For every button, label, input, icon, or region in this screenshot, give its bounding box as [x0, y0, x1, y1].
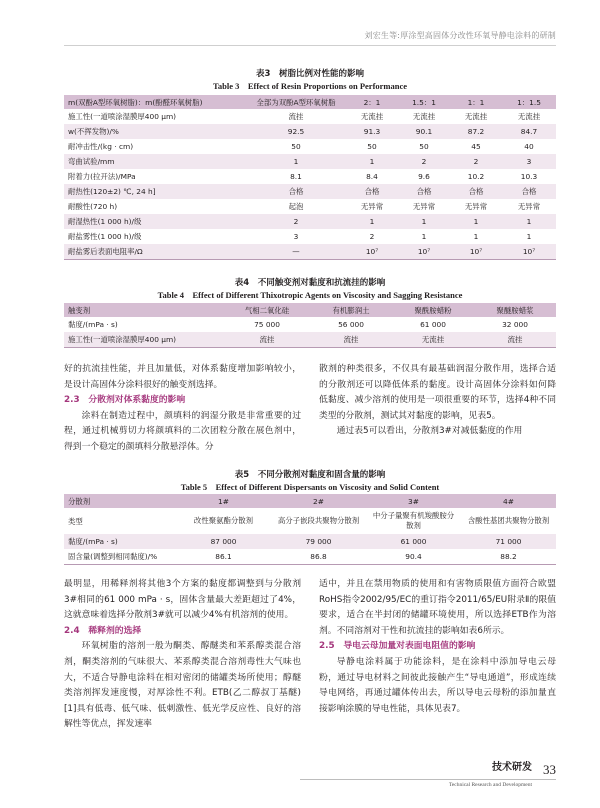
- table-cell: 流挂: [224, 332, 310, 347]
- paragraph: 最明显，用稀释剂将其他3个方案的黏度都调整到与分散剂3#相同的61 000 mPa · s，固体含量最大差距超过了4%，这就意味着选择分散剂3#就可以减少4%有机溶剂的使用。: [64, 579, 301, 621]
- table-cell: 9.6: [418, 172, 430, 181]
- footer-rule: [300, 779, 556, 780]
- table-cell: 32 000: [502, 320, 528, 329]
- table-row: [64, 534, 556, 549]
- text-column-left-2: [64, 577, 301, 733]
- table-cell: 2: [369, 232, 375, 241]
- table-header-cell: 有机膨润土: [332, 305, 370, 315]
- table-cell: 40: [524, 142, 534, 151]
- table-cell: 84.7: [520, 127, 538, 136]
- table-cell: 45: [471, 142, 481, 151]
- table-cell: 耐热性(120±2) ℃, 24 h]: [68, 187, 156, 196]
- table-cell: 合格: [468, 187, 484, 196]
- table-cell: 耐酸性(720 h): [68, 202, 118, 211]
- table-row: [64, 244, 556, 259]
- table-cell: 56 000: [338, 320, 364, 329]
- table-cell: 类型: [68, 516, 83, 526]
- table-cell: 87 000: [210, 537, 237, 546]
- table-cell: 无异常: [412, 202, 436, 211]
- table-header-cell: 4#: [503, 496, 514, 506]
- table-row: [64, 317, 556, 332]
- table-cell: 10⁷: [346, 244, 398, 259]
- table-cell: 1: [473, 217, 479, 226]
- table-header-cell: 聚醚胺蜡浆: [496, 305, 534, 315]
- paragraph: 导静电涂料属于功能涂料，是在涂料中添加导电云母粉，通过导电材料之间彼此接触产生“导电通道”，形成连续导电网络，再通过罐体传出去，所以导电云母粉的添加量直接影响涂膜的导电性能，具体见表7。: [319, 656, 556, 714]
- table5-title-en: Table 5 Effect of Different Dispersants on Viscosity and Solid Content: [180, 482, 440, 492]
- table-header-cell: 1.5：1: [412, 97, 436, 107]
- table-cell: 耐盐雾性(1 000 h)/级: [68, 232, 142, 241]
- table-cell: 中分子量聚有机羧酸胺分散剂: [372, 511, 455, 530]
- table-cell: 88.2: [461, 549, 556, 564]
- table-cell: 8.4: [366, 172, 378, 181]
- table-cell: 无流挂: [360, 112, 384, 121]
- table-row: [64, 332, 556, 347]
- text-column-right-1: [319, 362, 556, 440]
- section-heading: 2.4 稀释剂的选择: [64, 625, 142, 636]
- table-row: [64, 199, 556, 214]
- table-cell: 2: [473, 157, 479, 166]
- table-cell: 施工性(一道喷涂湿膜厚400 μm): [68, 112, 177, 121]
- table-header-cell: 1#: [218, 496, 229, 506]
- table-cell: 10.3: [520, 172, 538, 181]
- table-cell: 无流挂: [464, 112, 488, 121]
- table-cell: 75 000: [254, 320, 280, 329]
- table-cell: 无异常: [464, 202, 488, 211]
- table-cell: 含酸性基团共聚物分散剂: [467, 516, 550, 525]
- table-header-cell: 气相二氧化硅: [244, 305, 290, 315]
- table-cell: 50: [419, 142, 429, 151]
- table-cell: 1: [369, 217, 375, 226]
- page-number: 33: [543, 762, 556, 777]
- table-cell: 高分子嵌段共聚物分散剂: [277, 516, 360, 525]
- paragraph: 环氧树脂的溶剂一般为酮类、醇醚类和苯系醇类混合溶剂，酮类溶剂的气味很大、苯系醇类混合溶剂毒性大气味也大，不适合导静电涂料在相对密闭的储罐类场所使用；醇醚类溶剂挥发速度慢，对厚涂性不利。ETB(乙二醇叔丁基醚)[1]具有低毒、低气味、低刺激性、低光学反应性、良好的溶解性等优点，挥发速率: [64, 641, 301, 730]
- table5-title-zh: 表5 不同分散剂对黏度和固含量的影响: [234, 470, 386, 480]
- table-cell: 86.8: [271, 549, 366, 564]
- table3-title-en: Table 3 Effect of Resin Proportions on Performance: [212, 81, 408, 91]
- table-row: [64, 124, 556, 139]
- table-cell: 10⁷: [450, 244, 502, 259]
- table-cell: 施工性(一道喷涂湿膜厚400 μm): [64, 332, 224, 347]
- table-cell: 50: [291, 142, 301, 151]
- header-rule: [64, 45, 556, 46]
- table-cell: 90.4: [366, 549, 461, 564]
- section-heading: 2.5 导电云母加量对表面电阻值的影响: [319, 641, 476, 652]
- table-cell: 2: [421, 157, 427, 166]
- table-cell: 合格: [364, 187, 380, 196]
- paragraph: 适中，并且在禁用物质的使用和有害物质限值方面符合欧盟RoHS指令2002/95/EC的重订指令2011/65/EU附录Ⅱ的限值要求，适合在半封闭的储罐环境使用，所以选择ETB作为溶剂。不同溶剂对干性和抗流挂的影响如表6所示。: [319, 579, 556, 636]
- table-header-cell: 2：1: [363, 97, 381, 107]
- table-cell: 1: [293, 157, 299, 166]
- paragraph: 通过表5可以看出，分散剂3#对减低黏度的作用: [336, 426, 523, 437]
- table-cell: 流挂: [310, 332, 392, 347]
- table-cell: 90.1: [415, 127, 433, 136]
- table-header-cell: 触变剂: [68, 305, 91, 315]
- paragraph: 好的抗流挂性能，并且加量低，对体系黏度增加影响较小，是设计高固体分涂料很好的触变剂选择。: [64, 364, 301, 390]
- table-cell: 61 000: [420, 320, 446, 329]
- table-cell: 无流挂: [517, 112, 541, 121]
- table-cell: 10⁷: [502, 244, 556, 259]
- paragraph: 散剂的种类很多，不仅具有最基础润湿分散作用，选择合适的分散剂还可以降低体系的黏度。设计高固体分涂料如何降低黏度、减少溶剂的使用是一项很重要的环节，选择4种不同类型的分散剂，测试其对黏度的影响，见表5。: [319, 364, 556, 421]
- table-cell: 8.1: [290, 172, 302, 181]
- table-cell: 合格: [416, 187, 432, 196]
- table-cell: 流挂: [288, 112, 304, 121]
- table-cell: 耐湿热性(1 000 h)/级: [68, 217, 142, 226]
- table-cell: 无流挂: [412, 112, 436, 121]
- table-cell: 10⁷: [398, 244, 450, 259]
- table-row: [64, 169, 556, 184]
- table-header-row: [64, 494, 556, 508]
- table-cell: 黏度/(mPa · s): [68, 537, 118, 546]
- table-header-cell: 分散剂: [68, 496, 91, 506]
- table-cell: 固含量(调整到相同黏度)/%: [64, 549, 176, 564]
- table-cell: 黏度/(mPa · s): [68, 320, 118, 329]
- table-cell: 流挂: [474, 332, 556, 347]
- table-cell: 无异常: [517, 202, 541, 211]
- table-cell: 耐冲击性/(kg · cm): [68, 142, 134, 151]
- table-header-row: [64, 95, 556, 109]
- table-cell: 92.5: [287, 127, 305, 136]
- table-header-cell: 3#: [408, 496, 419, 506]
- table4-title-zh: 表4 不同触变剂对黏度和抗流挂的影响: [234, 278, 386, 288]
- table-cell: 2: [293, 217, 299, 226]
- table-cell: 合格: [288, 187, 304, 196]
- table-cell: 附着力(拉开法)/MPa: [68, 172, 136, 181]
- table-cell: 91.3: [363, 127, 381, 136]
- table-header-cell: 1：1.5: [517, 97, 541, 107]
- table3-title-zh: 表3 树脂比例对性能的影响: [256, 69, 364, 79]
- table-header-cell: 聚酰胺蜡粉: [414, 305, 452, 315]
- table-cell: 61 000: [400, 537, 427, 546]
- table-header-cell: 全部为双酚A型环氧树脂: [256, 97, 336, 107]
- table-cell: 无异常: [360, 202, 384, 211]
- table-cell: 1: [369, 157, 375, 166]
- table-cell: 1: [526, 232, 532, 241]
- table-row: [64, 184, 556, 199]
- table-cell: 3: [293, 232, 299, 241]
- table-cell: 86.1: [176, 549, 271, 564]
- paragraph: 涂料在制造过程中，颜填料的润湿分散是非常重要的过程，通过机械剪切力将颜填料的二次团粒分散在展色剂中，得到一个稳定的颜填料分散悬浮体。分: [64, 410, 301, 452]
- text-column-left-1: [64, 362, 301, 456]
- table4-title-en: Table 4 Effect of Different Thixotropic Agents on Viscosity and Sagging Resistance: [157, 290, 463, 300]
- table-cell: 71 000: [495, 537, 522, 546]
- section-heading: 2.3 分散剂对体系黏度的影响: [64, 395, 186, 406]
- table-cell: 1: [473, 232, 479, 241]
- table-cell: 1: [421, 217, 427, 226]
- journal-name-zh: 技术研发: [492, 762, 532, 773]
- table-row: [64, 508, 556, 534]
- table-row: [64, 139, 556, 154]
- table-cell: 79 000: [305, 537, 332, 546]
- table-row: [64, 214, 556, 229]
- text-column-right-2: [319, 577, 556, 717]
- table-cell: 改性聚氨酯分散剂: [193, 516, 254, 525]
- table-cell: 无流挂: [392, 332, 474, 347]
- table-cell: 87.2: [467, 127, 485, 136]
- table4: [64, 303, 556, 348]
- table3: [64, 95, 556, 260]
- table-cell: —: [246, 244, 346, 259]
- table-row: [64, 154, 556, 169]
- table-row: [64, 549, 556, 564]
- table-row: [64, 109, 556, 124]
- journal-name-en: Technical Research and Development: [448, 782, 532, 788]
- table-header-cell: m(双酚A型环氧树脂)：m(酚醛环氧树脂): [68, 97, 203, 107]
- running-head: 刘宏生等:厚涂型高固体分改性环氧导静电涂料的研制: [364, 31, 556, 40]
- table-cell: w(不挥发物)/%: [68, 127, 119, 136]
- table-cell: 1: [421, 232, 427, 241]
- table-cell: 3: [526, 157, 532, 166]
- table-cell: 耐盐雾后表面电阻率/Ω: [64, 244, 246, 259]
- table-header-cell: 2#: [313, 496, 324, 506]
- table-cell: 合格: [521, 187, 537, 196]
- table-header-cell: 1：1: [467, 97, 485, 107]
- table5: [64, 494, 556, 565]
- table-cell: 起泡: [288, 202, 304, 211]
- table-header-row: [64, 303, 556, 317]
- table-cell: 弯曲试验/mm: [68, 157, 115, 166]
- table-cell: 1: [526, 217, 532, 226]
- table-row: [64, 229, 556, 244]
- table-cell: 50: [367, 142, 377, 151]
- table-cell: 10.2: [467, 172, 485, 181]
